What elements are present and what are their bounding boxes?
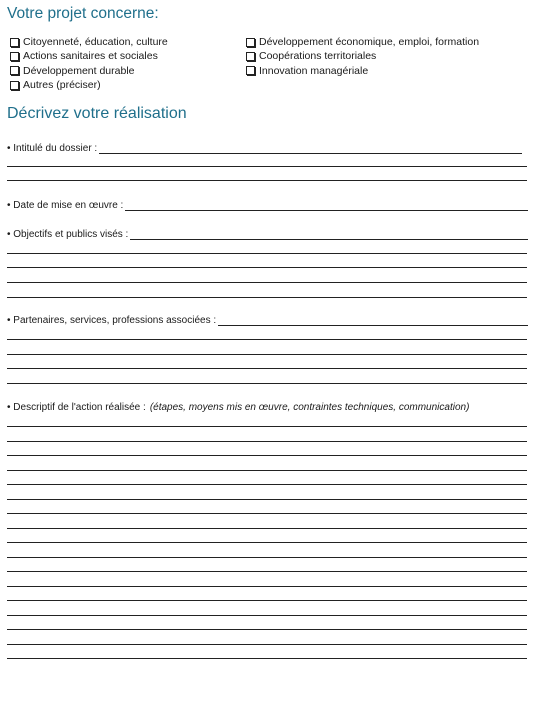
writing-line[interactable] — [7, 542, 527, 543]
writing-line[interactable] — [7, 484, 527, 485]
writing-line[interactable] — [7, 282, 527, 283]
checkbox-item[interactable] — [246, 49, 479, 63]
field-description-hint: (étapes, moyens mis en œuvre, contraintes techniques, communication) — [149, 402, 470, 413]
checkbox-icon[interactable] — [246, 52, 255, 61]
checklist-right — [246, 35, 479, 78]
writing-line[interactable] — [7, 557, 527, 558]
checkbox-label: Développement durable — [23, 64, 135, 77]
checkbox-label: Citoyenneté, éducation, culture — [23, 36, 168, 48]
field-date-label: • Date de mise en œuvre : — [7, 200, 124, 211]
writing-line[interactable] — [7, 658, 527, 659]
checkbox-icon[interactable] — [246, 38, 255, 47]
section-heading-project: Votre projet concerne: — [7, 5, 159, 22]
checkbox-icon[interactable] — [10, 81, 19, 90]
field-title-label: • Intitulé du dossier : — [7, 143, 98, 154]
checkbox-item[interactable] — [10, 49, 168, 63]
writing-line[interactable] — [7, 470, 527, 471]
field-objectives-label: • Objectifs et publics visés : — [7, 229, 129, 240]
checkbox-item[interactable] — [246, 64, 479, 78]
writing-line[interactable] — [7, 455, 527, 456]
field-partners[interactable] — [7, 315, 528, 326]
writing-line[interactable] — [7, 629, 527, 630]
writing-line[interactable] — [7, 297, 527, 298]
field-partners-label: • Partenaires, services, professions associées : — [7, 315, 217, 326]
writing-line[interactable] — [7, 644, 527, 645]
writing-line[interactable] — [7, 513, 527, 514]
field-date-line[interactable] — [125, 200, 528, 211]
checkbox-icon[interactable] — [246, 66, 255, 75]
field-description — [7, 402, 528, 413]
writing-line[interactable] — [7, 441, 527, 442]
writing-line[interactable] — [7, 426, 527, 427]
writing-line[interactable] — [7, 354, 527, 355]
writing-line[interactable] — [7, 586, 527, 587]
field-objectives-line[interactable] — [130, 229, 528, 240]
field-objectives[interactable] — [7, 229, 528, 240]
writing-line[interactable] — [7, 615, 527, 616]
checkbox-icon[interactable] — [10, 52, 19, 61]
writing-line[interactable] — [7, 528, 527, 529]
checkbox-label: Innovation managériale — [259, 64, 369, 77]
checkbox-item[interactable] — [10, 78, 168, 92]
writing-line[interactable] — [7, 383, 527, 384]
checkbox-label: Autres (préciser) — [23, 78, 101, 91]
field-partners-line[interactable] — [218, 315, 528, 326]
writing-line[interactable] — [7, 499, 527, 500]
field-description-label: • Descriptif de l'action réalisée : — [7, 402, 146, 413]
checkbox-item[interactable] — [10, 64, 168, 78]
checkbox-icon[interactable] — [10, 66, 19, 75]
checkbox-item[interactable] — [10, 35, 168, 49]
writing-line[interactable] — [7, 267, 527, 268]
writing-line[interactable] — [7, 253, 527, 254]
writing-line[interactable] — [7, 166, 527, 167]
section-heading-describe: Décrivez votre réalisation — [7, 105, 187, 122]
writing-line[interactable] — [7, 368, 527, 369]
field-title[interactable] — [7, 143, 522, 154]
checkbox-label: Actions sanitaires et sociales — [23, 50, 158, 63]
writing-line[interactable] — [7, 180, 527, 181]
writing-line[interactable] — [7, 339, 527, 340]
field-title-line[interactable] — [99, 143, 522, 154]
writing-line[interactable] — [7, 600, 527, 601]
writing-line[interactable] — [7, 571, 527, 572]
checkbox-label: Coopérations territoriales — [259, 50, 377, 63]
checkbox-label: Développement économique, emploi, formation — [259, 36, 480, 48]
field-date[interactable] — [7, 200, 528, 211]
checkbox-item[interactable] — [246, 35, 479, 49]
checklist-left — [10, 35, 168, 92]
checkbox-icon[interactable] — [10, 38, 19, 47]
